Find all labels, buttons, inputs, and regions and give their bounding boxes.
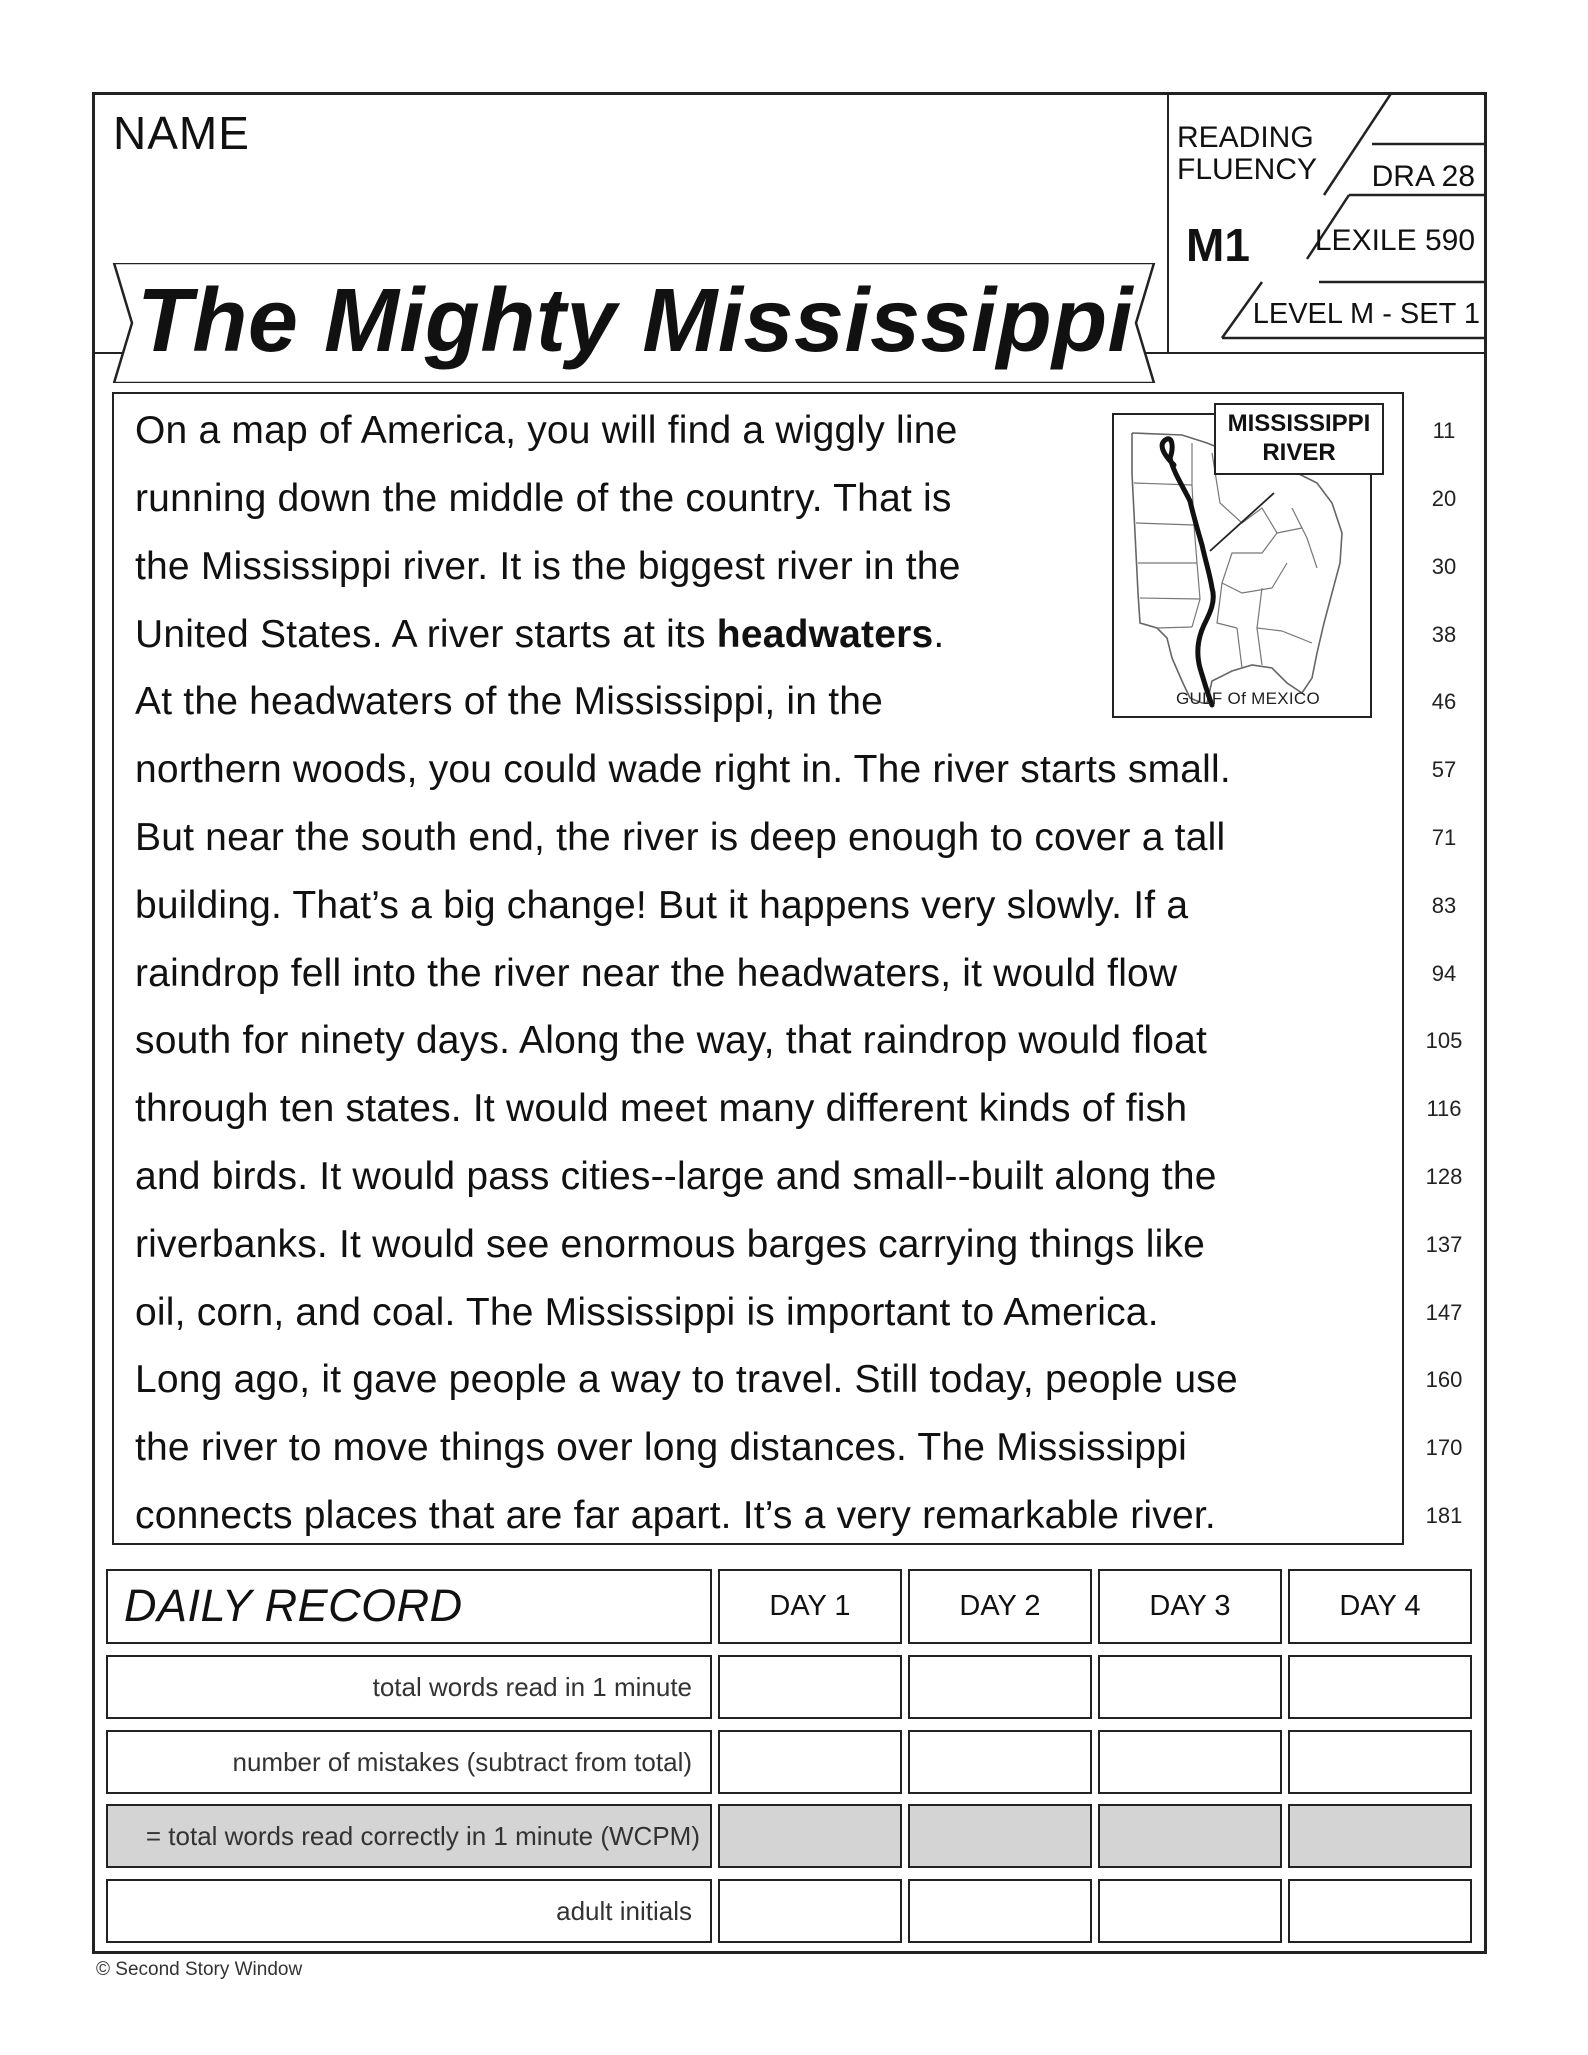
word-count: 57 — [1431, 757, 1457, 782]
page-title: The Mighty Mississippi — [136, 271, 1134, 371]
word-count: 181 — [1425, 1503, 1463, 1528]
passage-line: Long ago, it gave people a way to travel. Still today, people use — [135, 1358, 1238, 1401]
day-2-header: DAY 2 — [908, 1569, 1092, 1644]
record-input-cell[interactable] — [1288, 1879, 1472, 1943]
passage-line: raindrop fell into the river near the headwaters, it would flow — [135, 952, 1178, 995]
record-input-cell[interactable] — [908, 1730, 1092, 1794]
word-count: 128 — [1425, 1164, 1463, 1189]
record-input-cell[interactable] — [908, 1804, 1092, 1868]
lexile-level: LEXILE 590 — [1314, 224, 1475, 257]
passage-line — [135, 610, 944, 660]
word-count: 94 — [1431, 961, 1457, 986]
vocab-word: headwaters — [716, 613, 934, 656]
passage-text: United States. A river starts at its — [135, 613, 717, 656]
passage-line: and birds. It would pass cities--large and small--built along the — [135, 1155, 1217, 1198]
passage-line: running down the middle of the country. That is — [135, 477, 952, 520]
record-input-cell[interactable] — [1098, 1879, 1282, 1943]
row-label-adult-initials: adult initials — [106, 1879, 712, 1943]
record-input-cell[interactable] — [1288, 1804, 1472, 1868]
passage-line: oil, corn, and coal. The Mississippi is important to America. — [135, 1291, 1159, 1334]
passage-line: the Mississippi river. It is the biggest river in the — [135, 545, 961, 588]
level-set: LEVEL M - SET 1 — [1252, 298, 1480, 330]
record-input-cell[interactable] — [908, 1655, 1092, 1719]
passage-line: At the headwaters of the Mississippi, in the — [135, 680, 884, 723]
record-input-cell[interactable] — [1098, 1655, 1282, 1719]
passage-line: through ten states. It would meet many different kinds of fish — [135, 1087, 1188, 1130]
reading-label-line2: FLUENCY — [1177, 153, 1318, 186]
row-label-total-words: total words read in 1 minute — [106, 1655, 712, 1719]
map-label — [1214, 403, 1384, 475]
dra-level: DRA 28 — [1371, 160, 1475, 193]
day-1-header: DAY 1 — [718, 1569, 902, 1644]
record-input-cell[interactable] — [1288, 1655, 1472, 1719]
record-input-cell[interactable] — [718, 1879, 902, 1943]
passage-text: . — [933, 613, 945, 656]
copyright: © Second Story Window — [96, 1959, 303, 1980]
passage-line: But near the south end, the river is deep enough to cover a tall — [135, 816, 1226, 859]
passage-line: northern woods, you could wade right in. The river starts small. — [135, 748, 1231, 791]
passage-line: riverbanks. It would see enormous barges carrying things like — [135, 1223, 1206, 1266]
word-count: 116 — [1426, 1096, 1462, 1121]
map-label-line1: MISSISSIPPI — [1227, 410, 1371, 437]
word-count: 137 — [1425, 1232, 1463, 1257]
word-count: 105 — [1425, 1028, 1463, 1053]
passage-line: On a map of America, you will find a wiggly line — [135, 409, 958, 452]
map-label-line2: RIVER — [1262, 439, 1336, 466]
passage-line: south for ninety days. Along the way, that raindrop would float — [135, 1019, 1208, 1062]
record-input-cell[interactable] — [908, 1879, 1092, 1943]
word-count: 30 — [1431, 554, 1457, 579]
record-input-cell[interactable] — [1288, 1730, 1472, 1794]
name-label: NAME — [113, 107, 250, 159]
word-count: 20 — [1431, 486, 1457, 511]
reading-fluency-label — [1177, 122, 1327, 186]
record-input-cell[interactable] — [1098, 1730, 1282, 1794]
passage-line: the river to move things over long distances. The Mississippi — [135, 1426, 1187, 1469]
word-count: 83 — [1431, 893, 1457, 918]
word-count: 38 — [1431, 622, 1457, 647]
passage-line: connects places that are far apart. It’s a very remarkable river. — [135, 1494, 1216, 1537]
row-label-mistakes: number of mistakes (subtract from total) — [106, 1730, 712, 1794]
word-count: 11 — [1432, 418, 1456, 443]
word-count: 147 — [1425, 1300, 1463, 1325]
daily-record-title: DAILY RECORD — [106, 1569, 712, 1644]
reading-label-line1: READING — [1177, 121, 1314, 154]
gulf-label: GULF Of MEXICO — [1176, 689, 1320, 708]
day-3-header: DAY 3 — [1098, 1569, 1282, 1644]
passage-line: building. That’s a big change! But it happens very slowly. If a — [135, 884, 1189, 927]
word-count: 71 — [1431, 825, 1457, 850]
word-count: 160 — [1425, 1367, 1463, 1392]
record-input-cell[interactable] — [718, 1730, 902, 1794]
word-count: 170 — [1425, 1435, 1463, 1460]
word-count: 46 — [1431, 689, 1457, 714]
day-4-header: DAY 4 — [1288, 1569, 1472, 1644]
record-input-cell[interactable] — [718, 1804, 902, 1868]
level-code: M1 — [1186, 219, 1250, 271]
record-input-cell[interactable] — [718, 1655, 902, 1719]
row-label-wcpm: = total words read correctly in 1 minute (WCPM) — [106, 1804, 712, 1868]
record-input-cell[interactable] — [1098, 1804, 1282, 1868]
